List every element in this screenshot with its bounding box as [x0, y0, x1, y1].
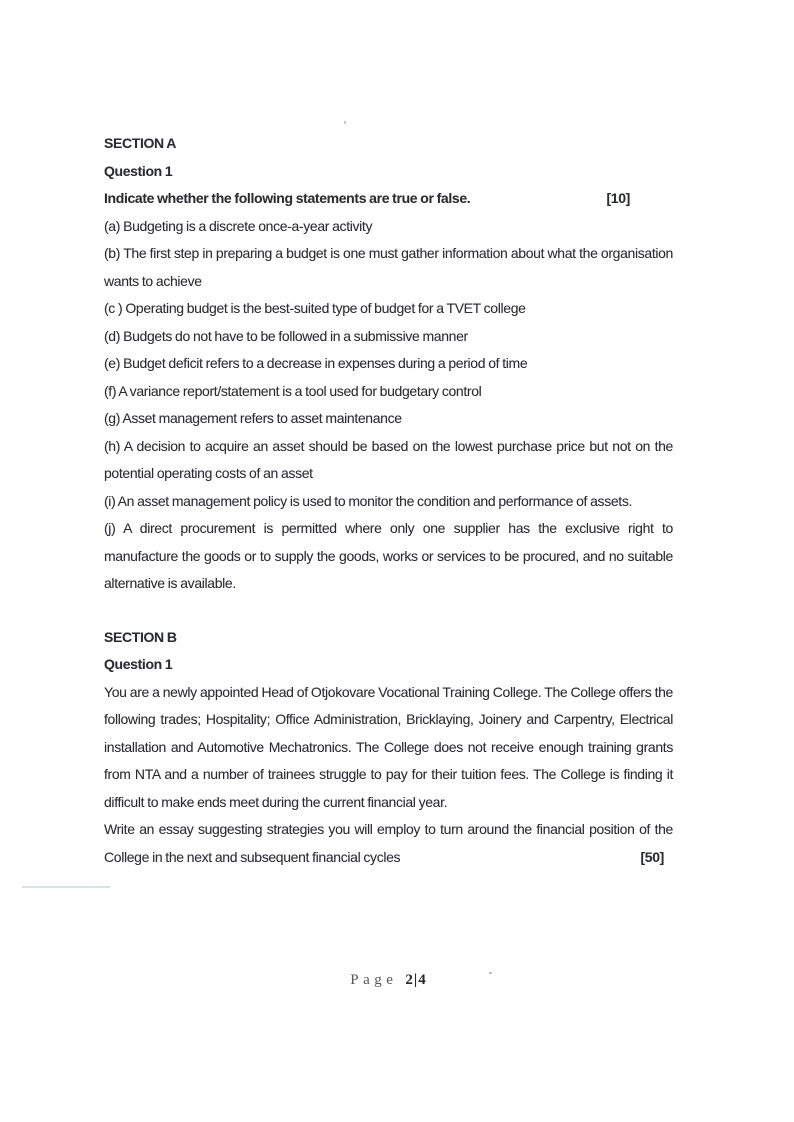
statement-f: (f) A variance report/statement is a tool used for budgetary control — [104, 382, 482, 399]
statement-e: (e) Budget deficit refers to a decrease in expenses during a period of time — [104, 355, 528, 371]
instruction-text: Indicate whether the following statements are true or false. — [104, 190, 471, 206]
statement-b: (b) The first step in preparing a budget is one must gather information about what the organisation wants to achieve — [104, 245, 673, 289]
statement-g: (g) Asset management refers to asset maintenance — [104, 410, 402, 426]
section-b-marks: [50] — [640, 848, 664, 865]
statement-h: (h) A decision to acquire an asset should be based on the lowest purchase price but not on the potential operating costs of an asset — [104, 437, 673, 481]
statement-i: (i) An asset management policy is used to monitor the condition and performance of assets. — [104, 492, 633, 509]
scan-artifact-speck — [344, 121, 346, 124]
statement-d: (d) Budgets do not have to be followed in a submissive manner — [104, 327, 468, 344]
section-b-question-label: Question 1 — [104, 656, 173, 672]
page-content — [104, 130, 673, 871]
section-a-marks: [10] — [606, 190, 630, 206]
essay-prompt-row — [104, 816, 673, 871]
footer-page-number: 2|4 — [405, 972, 427, 988]
footer-page-word: Page — [350, 972, 398, 988]
scan-artifact-line — [22, 886, 110, 888]
section-b-heading: SECTION B — [104, 628, 177, 645]
essay-prompt-text: Write an essay suggesting strategies you will employ to turn around the financial position of the College in the next and subsequent financial cycles — [104, 821, 673, 865]
statement-a: (a) Budgeting is a discrete once-a-year activity — [104, 217, 373, 234]
section-a-question-label: Question 1 — [104, 162, 173, 179]
section-b-scenario: You are a newly appointed Head of Otjokovare Vocational Training College. The College offers the following trades; Hospitality; Office Administration, Bricklaying, Joinery and Carpentry, Electrical installation and Automotive Mechatronics. The College does not receive enough training grants from NTA and a number of trainees struggle to pay for their tuition fees. The College is finding it difficult to make ends meet during the current financial year. — [104, 683, 673, 810]
statement-j: (j) A direct procurement is permitted where only one supplier has the exclusive right to manufacture the goods or to supply the goods, works or services to be procured, and no suitable alternative is available. — [104, 520, 673, 591]
statement-c: (c ) Operating budget is the best-suited type of budget for a TVET college — [104, 300, 526, 316]
instruction-row — [104, 185, 673, 213]
page-footer — [104, 970, 673, 990]
section-a-heading: SECTION A — [104, 135, 177, 151]
scan-artifact-speck — [489, 972, 492, 974]
